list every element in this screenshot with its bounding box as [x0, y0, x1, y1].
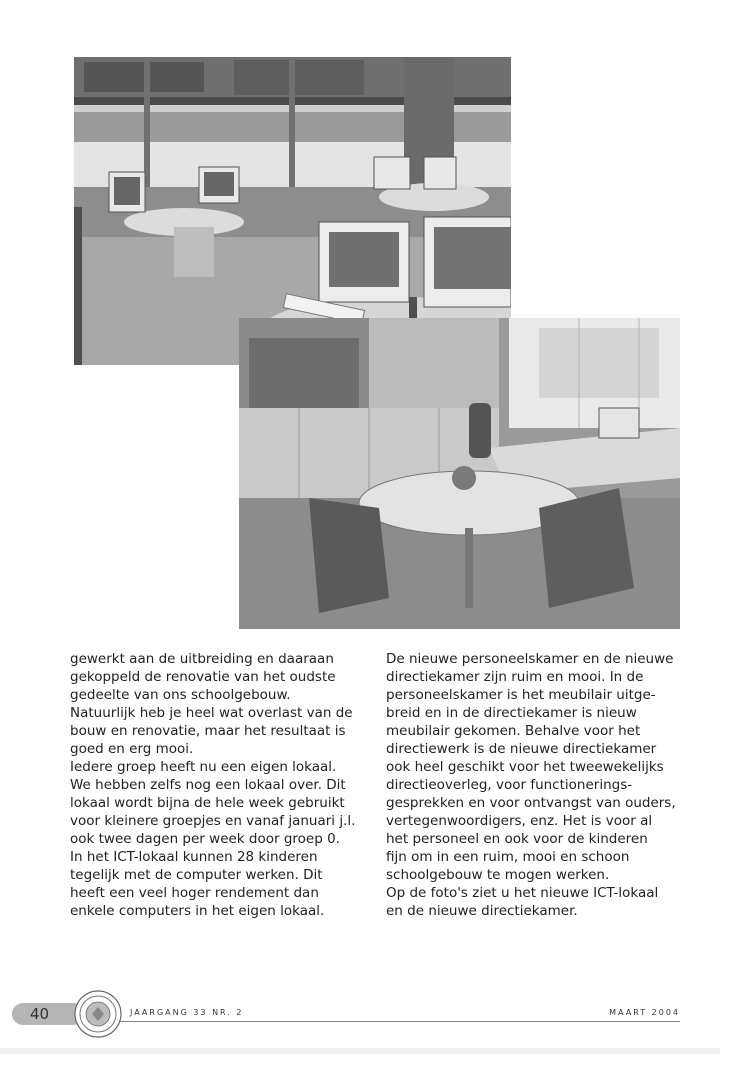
- footer-divider: [120, 1021, 680, 1022]
- article-right-column: [386, 650, 676, 920]
- text-line: personeelskamer is het meubilair uitge-: [386, 687, 656, 703]
- text-line: bouw en renovatie, maar het resultaat is: [70, 723, 346, 739]
- text-line: het personeel en ook voor de kinderen: [386, 831, 648, 847]
- text-line: directiekamer zijn ruim en mooi. In de: [386, 669, 644, 685]
- text-line: schoolgebouw te mogen werken.: [386, 867, 610, 883]
- date-label: MAART 2004: [609, 1008, 680, 1017]
- text-line: ook twee dagen per week door groep 0.: [70, 831, 340, 847]
- text-line: In het ICT-lokaal kunnen 28 kinderen: [70, 849, 318, 865]
- text-line: gekoppeld de renovatie van het oudste: [70, 669, 336, 685]
- article-left-column: [70, 650, 360, 920]
- text-line: gesprekken en voor ontvangst van ouders,: [386, 795, 676, 811]
- text-line: goed en erg mooi.: [70, 741, 194, 757]
- text-line: heeft een veel hoger rendement dan: [70, 885, 319, 901]
- text-line: meubilair gekomen. Behalve voor het: [386, 723, 641, 739]
- text-line: We hebben zelfs nog een lokaal over. Dit: [70, 777, 346, 793]
- issue-label: JAARGANG 33 NR. 2: [130, 1008, 244, 1017]
- text-line: Op de foto's ziet u het nieuwe ICT-lokaal: [386, 885, 659, 901]
- text-line: breid en in de directiekamer is nieuw: [386, 705, 637, 721]
- text-line: directiewerk is de nieuwe directiekamer: [386, 741, 657, 757]
- text-line: lokaal wordt bijna de hele week gebruikt: [70, 795, 345, 811]
- text-line: directieoverleg, voor functionerings-: [386, 777, 633, 793]
- text-line: gedeelte van ons schoolgebouw.: [70, 687, 291, 703]
- text-line: ook heel geschikt voor het tweewekelijks: [386, 759, 664, 775]
- text-line: Natuurlijk heb je heel wat overlast van de: [70, 705, 353, 721]
- photo-directiekamer: [239, 318, 680, 629]
- text-line: fijn om in een ruim, mooi en schoon: [386, 849, 630, 865]
- page-number: 40: [12, 1003, 84, 1025]
- text-line: voor kleinere groepjes en vanaf januari j.l.: [70, 813, 356, 829]
- text-line: De nieuwe personeelskamer en de nieuwe: [386, 651, 674, 667]
- text-line: Iedere groep heeft nu een eigen lokaal.: [70, 759, 337, 775]
- text-line: en de nieuwe directiekamer.: [386, 903, 578, 919]
- text-line: gewerkt aan de uitbreiding en daaraan: [70, 651, 334, 667]
- school-seal-icon: [74, 990, 122, 1038]
- text-line: vertegenwoordigers, enz. Het is voor al: [386, 813, 653, 829]
- text-line: enkele computers in het eigen lokaal.: [70, 903, 325, 919]
- page-edge: [0, 1048, 720, 1054]
- text-line: tegelijk met de computer werken. Dit: [70, 867, 323, 883]
